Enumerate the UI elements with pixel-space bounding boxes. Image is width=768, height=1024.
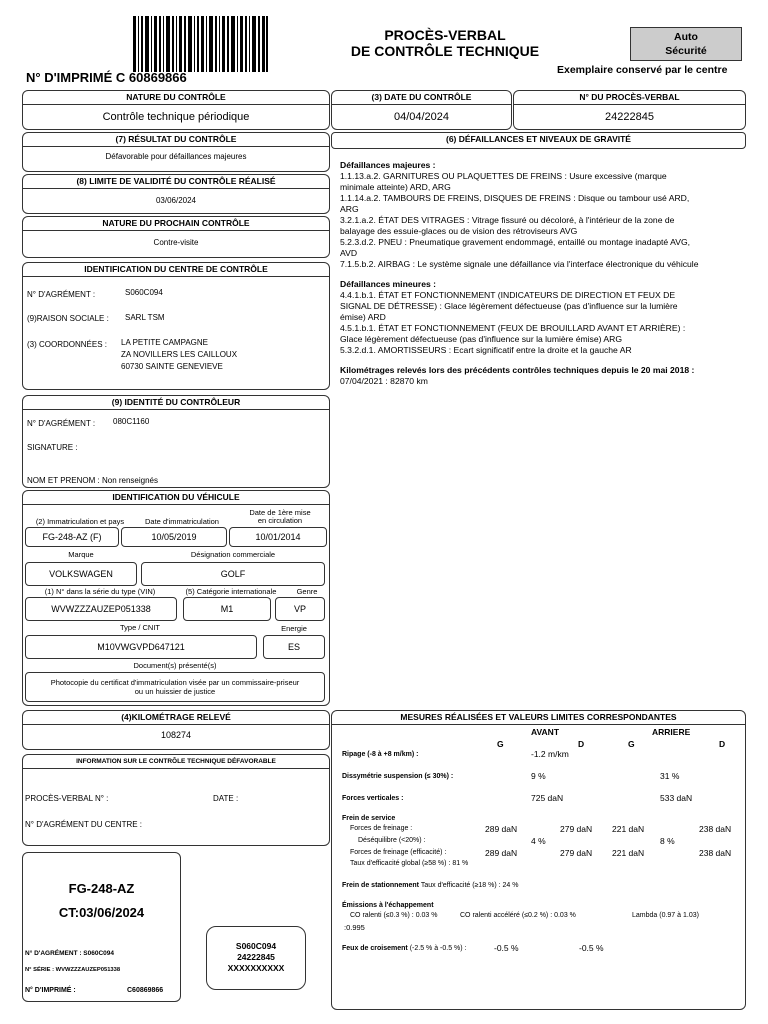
date-controle-value: 04/04/2024: [393, 111, 450, 123]
controleur-agrement-label: N° D'AGRÉMENT :: [27, 419, 96, 428]
stationnement-row: [342, 882, 519, 889]
vignette-agrement: N° D'AGRÉMENT : S060C094: [25, 950, 115, 957]
nature-controle-value: Contrôle technique périodique: [102, 111, 250, 123]
vignette-box: [22, 852, 181, 1002]
dissym-av: 9 %: [531, 771, 546, 781]
docs-line-2: ou un huissier de justice: [134, 687, 216, 696]
vignette-plate: FG-248-AZ: [68, 881, 135, 896]
page-title: [330, 27, 560, 59]
mesures-box: [331, 710, 746, 1010]
mineure-item: 4.5.1.b.1. ÉTAT ET FONCTIONNEMENT (FEUX DE BROUILLARD AVANT ET ARRIÈRE) : Glace légèrement défectueuse (pas d'influence sur la lumière émise) ARG: [340, 323, 686, 344]
ff-eff-label: Forces de freinage (efficacité) :: [350, 849, 447, 856]
vignette-imprime-value: C60869866: [127, 987, 164, 994]
km-history: [340, 365, 700, 387]
dissym-label: Dissymétrie suspension (≤ 30%) :: [342, 773, 454, 780]
energie-field: ES: [263, 635, 325, 659]
mineures-title: Défaillances mineures :: [340, 279, 437, 289]
resultat-header: (7) RÉSULTAT DU CONTRÔLE: [23, 133, 329, 147]
stationnement-value: Taux d'efficacité (≥18 %) : 24 %: [419, 882, 519, 889]
lambda-value: :0.995: [344, 923, 365, 932]
km-history-title: Kilométrages relevés lors des précédents contrôles techniques depuis le 20 mai 2018 :: [340, 365, 695, 375]
imprime-number: N° D'IMPRIMÉ C 60869866: [26, 70, 187, 85]
pv-number-header: N° DU PROCÈS-VERBAL: [514, 91, 745, 105]
col-ard: D: [719, 739, 726, 749]
stamp-box: [206, 926, 306, 990]
centre-agrement-value: S060C094: [125, 288, 163, 297]
ffe-arg: 221 daN: [612, 848, 645, 858]
km-value: 108274: [160, 730, 192, 740]
ffe-ard: 238 daN: [699, 848, 732, 858]
date-circ-label-1: Date de 1ère mise: [249, 508, 311, 517]
date-immat-field: 10/05/2019: [121, 527, 227, 547]
deseq-label: Déséquilibre (<20%) :: [358, 837, 426, 844]
ff-avg: 289 daN: [485, 824, 518, 834]
vehicule-header: IDENTIFICATION DU VÉHICULE: [23, 491, 329, 505]
info-defavorable-header: INFORMATION SUR LE CONTRÔLE TECHNIQUE DÉFAVORABLE: [23, 755, 329, 769]
vin-field: WVWZZZAUZEP051338: [25, 597, 177, 621]
energie-label: Energie: [281, 624, 307, 633]
designation-field: GOLF: [141, 562, 325, 586]
co-ralenti: CO ralenti (≤0.3 %) : 0.03 %: [350, 912, 438, 919]
barcode: [133, 16, 268, 72]
date-circ-label-2: en circulation: [257, 516, 303, 525]
forces-vert-label: Forces verticales :: [342, 795, 404, 802]
col-arg: G: [628, 739, 635, 749]
centre-coord-1: LA PETITE CAMPAGNE: [121, 338, 208, 347]
defaillances-header-box: [331, 132, 746, 149]
marque-label: Marque: [68, 550, 94, 559]
controleur-header: (9) IDENTITÉ DU CONTRÔLEUR: [23, 396, 329, 410]
croisement-limits: (-2.5 % à -0.5 %) :: [407, 945, 467, 952]
deseq-ar: 8 %: [660, 836, 675, 846]
forces-freinage-label: Forces de freinage :: [350, 825, 413, 832]
majeure-item: 1.1.13.a.2. GARNITURES OU PLAQUETTES DE FREINS : Usure excessive (marque minimale atteinte) ARD, ARG: [340, 171, 667, 192]
categorie-label: (5) Catégorie internationale: [185, 587, 277, 596]
croisement-ar: -0.5 %: [579, 943, 604, 953]
immat-label: (2) Immatriculation et pays: [35, 517, 125, 526]
stamp-line-3: XXXXXXXXXX: [227, 963, 285, 973]
ff-ard: 238 daN: [699, 824, 732, 834]
date-immat-label: Date d'immatriculation: [145, 517, 219, 526]
date-controle-header: (3) DATE DU CONTRÔLE: [332, 91, 511, 105]
categorie-field: M1: [183, 597, 271, 621]
exemplaire-note: Exemplaire conservé par le centre: [557, 64, 728, 76]
info-pv-label: PROCÈS-VERBAL N° :: [25, 794, 109, 803]
limite-header: (8) LIMITE DE VALIDITÉ DU CONTRÔLE RÉALISÉ: [23, 175, 329, 189]
ripage-value: -1.2 m/km: [531, 749, 569, 759]
pv-number-box: [513, 90, 746, 130]
centre-coord-2: ZA NOVILLERS LES CAILLOUX: [121, 350, 238, 359]
ff-arg: 221 daN: [612, 824, 645, 834]
lambda-label: Lambda (0.97 à 1.03): [632, 912, 699, 919]
vehicule-box: [22, 490, 330, 706]
ripage-label: Ripage (-8 à +8 m/km) :: [342, 751, 419, 758]
designation-label: Désignation commerciale: [190, 550, 276, 559]
immat-field: FG-248-AZ (F): [25, 527, 119, 547]
emissions-title: Émissions à l'échappement: [342, 902, 434, 909]
centre-coord-label: (3) COORDONNÉES :: [27, 340, 108, 349]
limite-value: 03/06/2024: [155, 196, 197, 205]
fv-ar: 533 daN: [660, 793, 693, 803]
croisement-av: -0.5 %: [494, 943, 519, 953]
prochain-header: NATURE DU PROCHAIN CONTRÔLE: [23, 217, 329, 231]
title-line-2: DE CONTRÔLE TECHNIQUE: [350, 43, 540, 59]
signature-label: SIGNATURE :: [27, 443, 78, 452]
centre-raison-label: (9)RAISON SOCIALE :: [27, 314, 109, 323]
croisement-row: [342, 945, 467, 952]
col-avg: G: [497, 739, 504, 749]
brand-line-2: Sécurité: [665, 45, 707, 57]
date-controle-box: [331, 90, 512, 130]
docs-label: Document(s) présenté(s): [133, 661, 217, 670]
genre-field: VP: [275, 597, 325, 621]
stamp-line-2: 24222845: [237, 952, 275, 962]
brand-line-1: Auto: [674, 31, 698, 43]
fv-av: 725 daN: [531, 793, 564, 803]
stationnement-label: Frein de stationnement: [342, 882, 420, 889]
brand-badge: [630, 27, 742, 61]
docs-field: [25, 672, 325, 702]
km-header: (4)KILOMÉTRAGE RELEVÉ: [23, 711, 329, 725]
title-line-1: PROCÈS-VERBAL: [384, 27, 506, 43]
type-field: M10VWGVPD647121: [25, 635, 257, 659]
arriere-label: ARRIERE: [652, 727, 691, 737]
deseq-av: 4 %: [531, 836, 546, 846]
nature-controle-box: [22, 90, 330, 130]
centre-coord-3: 60730 SAINTE GENEVIEVE: [121, 362, 223, 371]
info-date-label: DATE :: [213, 794, 239, 803]
ff-avd: 279 daN: [560, 824, 593, 834]
centre-header: IDENTIFICATION DU CENTRE DE CONTRÔLE: [23, 263, 329, 277]
date-circ-label: [231, 509, 329, 525]
defaillances-list: [340, 160, 700, 387]
defaillances-header: (6) DÉFAILLANCES ET NIVEAUX DE GRAVITÉ: [446, 134, 631, 144]
stamp-line-1: S060C094: [235, 941, 277, 951]
vignette-ct: CT:03/06/2024: [58, 905, 145, 920]
resultat-box: [22, 132, 330, 172]
controleur-box: [22, 395, 330, 488]
centre-agrement-label: N° D'AGRÉMENT :: [27, 290, 96, 299]
resultat-value: Défavorable pour défaillances majeures: [105, 152, 247, 161]
mineure-item: 5.3.2.d.1. AMORTISSEURS : Ecart significatif entre la droite et la gauche AR: [340, 345, 632, 355]
marque-field: VOLKSWAGEN: [25, 562, 137, 586]
avant-label: AVANT: [531, 727, 560, 737]
croisement-label: Feux de croisement: [342, 945, 408, 952]
docs-line-1: Photocopie du certificat d'immatriculation visée par un commissaire-priseur: [50, 678, 300, 687]
pv-number-value: 24222845: [605, 111, 654, 123]
majeure-item: 5.2.3.d.2. PNEU : Pneumatique gravement endommagé, entaillé ou montage inadapté AVG, AVD: [340, 237, 691, 258]
limite-box: [22, 174, 330, 214]
col-avd: D: [578, 739, 585, 749]
vin-label: (1) N° dans la série du type (VIN): [44, 587, 156, 596]
vignette-imprime-label: N° D'IMPRIMÉ :: [25, 987, 76, 994]
co-accel: CO ralenti accéléré (≤0.2 %) : 0.03 %: [460, 912, 576, 919]
nature-controle-header: NATURE DU CONTRÔLE: [23, 91, 329, 105]
km-box: [22, 710, 330, 750]
majeures-title: Défaillances majeures :: [340, 160, 436, 170]
genre-label: Genre: [296, 587, 318, 596]
info-defavorable-box: [22, 754, 330, 846]
ffe-avg: 289 daN: [485, 848, 518, 858]
majeure-item: 7.1.5.b.2. AIRBAG : Le système signale une défaillance via l'interface électronique du véhicule: [340, 259, 699, 269]
prochain-value: Contre-visite: [153, 238, 199, 247]
dissym-ar: 31 %: [660, 771, 680, 781]
majeure-item: 1.1.14.a.2. TAMBOURS DE FREINS, DISQUES DE FREINS : Disque ou tambour usé ARD, ARG: [340, 193, 690, 214]
vignette-serie: N° SÉRIE : WVWZZZAUZEP051338: [25, 967, 121, 973]
taux-efficacite: Taux d'efficacité global (≥58 %) : 81 %: [350, 860, 469, 867]
type-label: Type / CNIT: [119, 623, 160, 632]
info-agrement-label: N° D'AGRÉMENT DU CENTRE :: [25, 820, 143, 829]
frein-service-title: Frein de service: [342, 815, 396, 822]
date-circ-field: 10/01/2014: [229, 527, 327, 547]
centre-box: [22, 262, 330, 390]
centre-raison-value: SARL TSM: [125, 313, 165, 322]
prochain-box: [22, 216, 330, 258]
ffe-avd: 279 daN: [560, 848, 593, 858]
km-history-value: 07/04/2021 : 82870 km: [340, 376, 428, 386]
controleur-agrement-value: 080C1160: [113, 417, 150, 426]
mineure-item: 4.4.1.b.1. ÉTAT ET FONCTIONNEMENT (INDICATEURS DE DIRECTION ET FEUX DE SIGNAL DE DÉTRESSE) : Glace légèrement défectueuse (pas d'influence sur la lumière émise) ARD: [340, 290, 678, 322]
mesures-header: MESURES RÉALISÉES ET VALEURS LIMITES CORRESPONDANTES: [332, 711, 745, 725]
majeure-item: 3.2.1.a.2. ÉTAT DES VITRAGES : Vitrage fissuré ou décoloré, à l'intérieur de la zone de balayage des essuie-glaces ou de vision des rétroviseurs AVG: [340, 215, 675, 236]
nom-prenom-label: NOM ET PRENOM : Non renseignés: [27, 476, 159, 485]
